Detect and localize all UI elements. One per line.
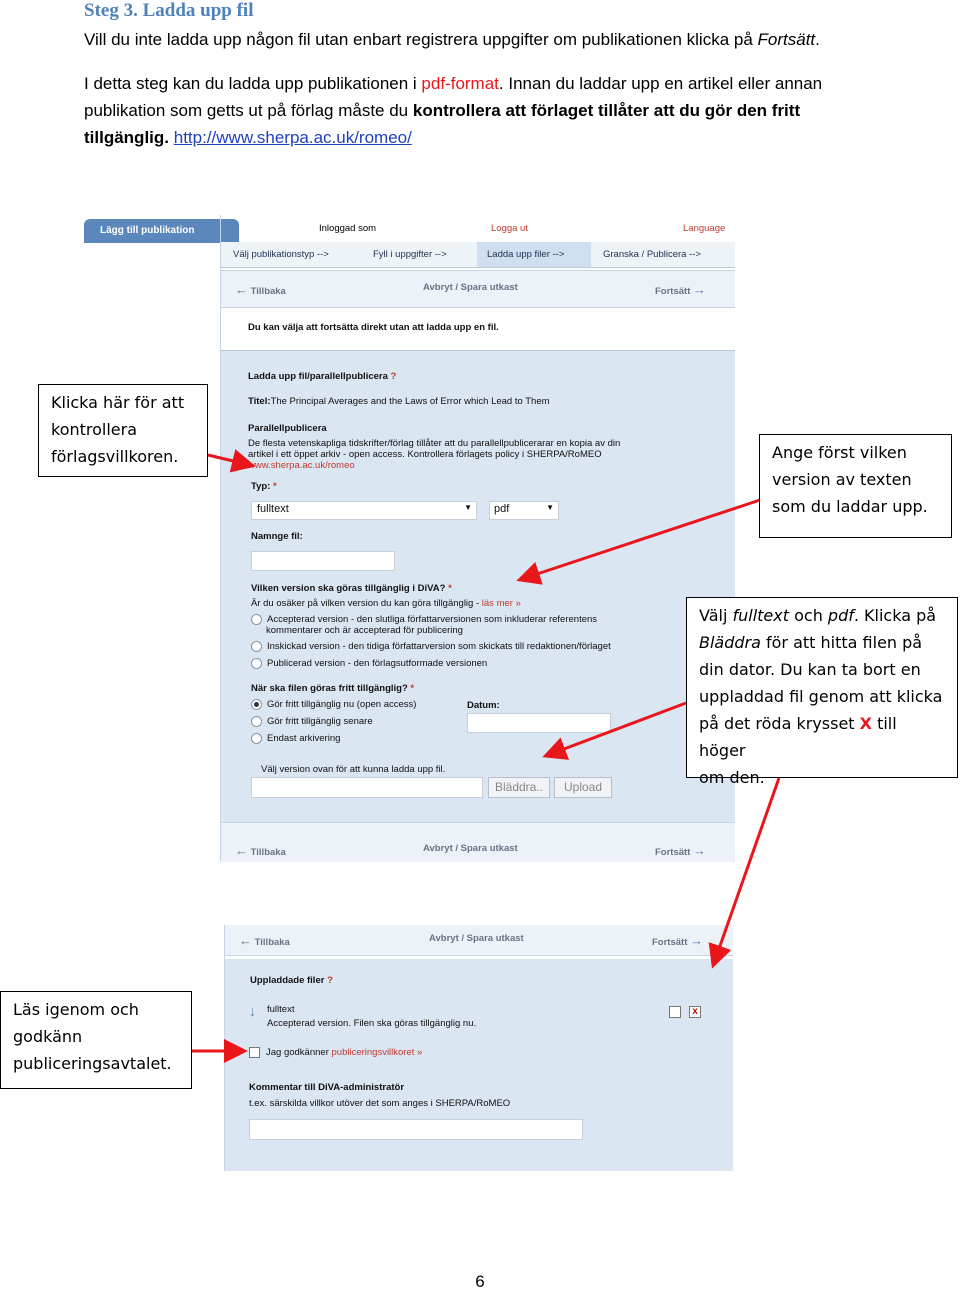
agree-text: Jag godkänner — [266, 1047, 329, 1059]
callout-choose-fulltext — [686, 597, 958, 787]
help-icon[interactable]: ? — [390, 371, 397, 382]
step-upload-files[interactable]: Ladda upp filer --> — [477, 242, 591, 267]
uploaded-title-text: Uppladdade filer — [250, 975, 325, 986]
callout-line: publiceringsavtalet. — [13, 1054, 172, 1073]
txt: och — [789, 606, 828, 625]
choose-version-note: Välj version ovan för att kunna ladda upp fil. — [261, 764, 446, 775]
para-bold-2: tillgänglig. — [84, 128, 169, 147]
delete-icon[interactable]: x — [689, 1006, 701, 1018]
version-unsure-text: Är du osäker på vilken version du kan göra tillgänglig - — [251, 598, 480, 609]
arrow-to-sherpa-link — [208, 455, 250, 465]
callout-line: om den. — [699, 768, 765, 787]
help-icon[interactable]: ? — [327, 975, 333, 986]
browse-button[interactable]: Bläddra.. — [488, 777, 550, 798]
back-label: Tillbaka — [254, 937, 290, 948]
parallel-heading: Parallellpublicera — [248, 423, 327, 434]
required-star: * — [410, 683, 415, 694]
callout-line: Ange först vilken — [772, 443, 907, 462]
abort-save-button[interactable]: Avbryt / Spara utkast — [423, 282, 518, 293]
callout-line — [699, 602, 945, 629]
continue-label: Fortsätt — [652, 937, 688, 948]
callout-line: din dator. Du kan ta bort en — [699, 660, 921, 679]
version-label: Publicerad version - den förlagsutformade versionen — [267, 658, 488, 670]
para-text-c: publikation som getts ut på förlag måste du — [84, 101, 413, 120]
tab-add-publication[interactable]: Lägg till publikation — [84, 219, 239, 243]
comment-hint: t.ex. särskilda villkor utöver det som anges i SHERPA/RoMEO — [249, 1098, 511, 1109]
para-bold-1: kontrollera att förlaget tillåter att du gör den fritt — [412, 101, 801, 120]
pdf-format-text: pdf-format — [421, 74, 499, 93]
terms-link[interactable]: publiceringsvillkoret » — [331, 1047, 423, 1059]
required-star: * — [273, 481, 277, 492]
step-fill-details[interactable]: Fyll i uppgifter --> — [373, 249, 447, 260]
txt: för att hitta filen på — [760, 633, 923, 652]
callout-line: godkänn — [13, 1027, 83, 1046]
txt-browse: Bläddra — [699, 633, 761, 652]
version-label: Accepterad version - den slutliga författarversionen som inkluderar referentens — [267, 614, 598, 626]
required-star: * — [448, 583, 452, 594]
parallel-text-2: artikel i ett öppet arkiv - open access. Kontrollera förlagets policy i SHERPA/RoMEO — [248, 449, 602, 460]
upload-button[interactable]: Upload — [554, 777, 612, 798]
txt-red-x: X — [859, 714, 872, 733]
type-select-value: fulltext — [257, 503, 289, 515]
arrow-right-icon: → — [693, 282, 707, 297]
callout-line — [699, 710, 945, 764]
parallel-text-1: De flesta vetenskapliga tidskrifter/förlag tillåter att du parallellpublicerarar en kopia av din — [248, 438, 621, 449]
callout-read-agreement — [0, 991, 192, 1089]
sherpa-romeo-link[interactable]: http://www.sherpa.ac.uk/romeo/ — [173, 128, 412, 147]
callout-line: kontrollera — [51, 420, 138, 439]
intro-continue-word: Fortsätt — [757, 30, 816, 49]
when-label: Gör fritt tillgänglig nu (open access) — [267, 699, 417, 711]
callout-line: uppladdad fil genom att klicka — [699, 687, 943, 706]
abort-save-button[interactable]: Avbryt / Spara utkast — [423, 843, 518, 854]
version-question-text: Vilken version ska göras tillgänglig i DiVA? — [251, 583, 446, 594]
intro-period: . — [815, 30, 820, 49]
abort-save-button[interactable]: Avbryt / Spara utkast — [429, 933, 524, 944]
language-link[interactable]: Language — [683, 223, 726, 234]
version-label: Inskickad version - den tidiga författarversion som skickats till redaktionen/förlaget — [267, 641, 611, 653]
comment-title: Kommentar till DiVA-administratör — [249, 1082, 405, 1093]
callout-line: version av texten — [772, 470, 912, 489]
intro-text: Vill du inte ladda upp någon fil utan enbart registrera uppgifter om publikationen klicka på — [84, 30, 758, 49]
para-text-b: . Innan du laddar upp en artikel eller annan — [498, 74, 823, 93]
arrow-right-icon: → — [693, 843, 707, 858]
callout-line: Läs igenom och — [13, 1000, 139, 1019]
arrow-left-icon: ← — [235, 282, 248, 297]
callout-line: förlagsvillkoren. — [51, 447, 179, 466]
title-value: The Principal Averages and the Laws of Error which Lead to Them — [270, 396, 550, 407]
back-label: Tillbaka — [250, 286, 286, 297]
continue-label: Fortsätt — [655, 847, 691, 858]
page-number: 6 — [475, 1272, 485, 1291]
type-label-text: Typ: — [251, 481, 271, 492]
step-review-publish[interactable]: Granska / Publicera --> — [603, 249, 701, 260]
logout-link[interactable]: Logga ut — [491, 223, 528, 234]
title-label: Titel: — [248, 396, 271, 407]
txt: till höger — [699, 714, 897, 760]
version-label-2: kommentarer och är accepterad för publicering — [266, 625, 463, 637]
arrow-left-icon: ← — [239, 933, 252, 948]
callout-line: Klicka här för att — [51, 393, 185, 412]
txt: Välj — [699, 606, 733, 625]
when-label: Endast arkivering — [267, 733, 341, 745]
txt-fulltext: fulltext — [732, 606, 790, 625]
arrow-to-version-question — [522, 500, 760, 579]
sherpa-link[interactable]: www.sherpa.ac.uk/romeo — [248, 460, 355, 471]
arrow-to-delete-x — [714, 778, 779, 963]
arrow-to-browse — [548, 703, 686, 755]
back-label: Tillbaka — [250, 847, 286, 858]
para-text-a: I detta steg kan du ladda upp publikationen i — [84, 74, 422, 93]
arrow-right-icon: → — [690, 933, 704, 948]
txt: . Klicka på — [853, 606, 937, 625]
callout-check-publisher — [38, 384, 208, 477]
read-more-link[interactable]: läs mer » — [481, 598, 521, 609]
dropdown-arrow-icon: ▼ — [546, 503, 554, 512]
skip-upload-note: Du kan välja att fortsätta direkt utan att ladda upp en fil. — [248, 322, 499, 333]
uploaded-file-desc: Accepterad version. Filen ska göras tillgänglig nu. — [267, 1018, 477, 1029]
callout-line: som du laddar upp. — [772, 497, 928, 516]
step-heading: Steg 3. Ladda upp fil — [84, 0, 254, 21]
logged-in-label: Inloggad som — [319, 223, 377, 234]
arrow-left-icon: ← — [235, 843, 248, 858]
continue-label: Fortsätt — [655, 286, 691, 297]
arrow-down-icon: ↓ — [249, 1003, 256, 1019]
name-file-label: Namnge fil: — [251, 531, 303, 542]
step-choose-type[interactable]: Välj publikationstyp --> — [233, 249, 329, 260]
upload-title-text: Ladda upp fil/parallellpublicera — [248, 371, 388, 382]
callout-choose-version — [759, 434, 952, 538]
dropdown-arrow-icon: ▼ — [464, 503, 472, 512]
date-label: Datum: — [467, 700, 500, 711]
callout-line — [699, 629, 945, 656]
txt: på det röda krysset — [699, 714, 860, 733]
when-label: Gör fritt tillgänglig senare — [267, 716, 373, 728]
format-select-value: pdf — [494, 503, 510, 515]
when-question-text: När ska filen göras fritt tillgänglig? — [251, 683, 408, 694]
txt-pdf: pdf — [827, 606, 854, 625]
uploaded-file-name[interactable]: fulltext — [267, 1004, 295, 1015]
